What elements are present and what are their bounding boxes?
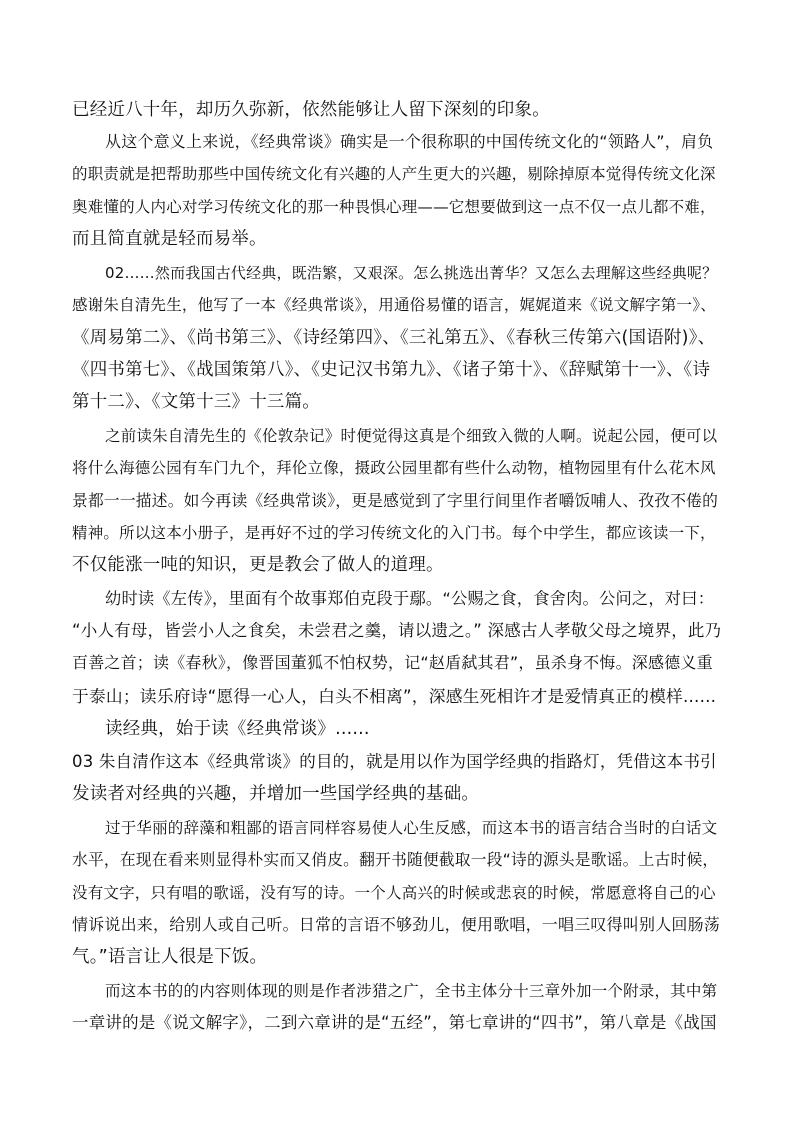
text-line: 之前读朱自清先生的《伦敦杂记》时便觉得这真是个细致入微的人啊。说起公园，便可以 xyxy=(105,427,718,445)
text-line: 情诉说出来，给别人或自己听。日常的言语不够劲儿，便用歌唱，一唱三叹得叫别人回肠荡 xyxy=(72,915,721,934)
text-line: 景都一一描述。如今再读《经典常谈》，更是感觉到了字里行间里作者嚼饭哺人、孜孜不倦的 xyxy=(72,491,719,510)
text-line: 过于华丽的辞藻和粗鄙的语言同样容易使人心生反感，而这本书的语言结合当时的白话文 xyxy=(105,819,718,837)
text-line: “小人有母，皆尝小人之食矣，未尝君之羹，请以遗之。” 深感古人孝敬父母之境界，此乃 xyxy=(72,621,722,640)
text-line: 百善之首；读《春秋》，像晋国董狐不怕权势，记“赵盾弑其君”，虽杀身不悔。深感德义重 xyxy=(72,653,713,672)
text-line: 水平，在现在看来则显得朴实而又俏皮。翻开书随便截取一段“诗的源头是歌谣。上古时候， xyxy=(72,850,719,869)
text-line: 第十二》、《文第十三》十三篇。 xyxy=(72,392,320,412)
text-line: 没有文字，只有唱的歌谣，没有写的诗。一个人高兴的时候或悲哀的时候，常愿意将自己的心 xyxy=(72,884,716,902)
text-line: 不仅能涨一吨的知识，更是教会了做人的道理。 xyxy=(72,555,444,575)
text-line: 的职责就是把帮助那些中国传统文化有兴趣的人产生更大的兴趣，剔除掉原本觉得传统文化深 xyxy=(72,165,716,183)
text-line: 已经近八十年，却历久弥新，依然能够让人留下深刻的印象。 xyxy=(72,100,550,120)
text-line: 03 朱自清作这本《经典常谈》的目的，就是用以作为国学经典的指路灯，凭借这本书引 xyxy=(72,752,717,771)
text-line: 02……然而我国古代经典，既浩繁，又艰深。怎么挑选出菁华？又怎么去理解这些经典呢？ xyxy=(105,264,718,282)
text-line: 从这个意义上来说，《经典常谈》确实是一个很称职的中国传统文化的“领路人”，肩负 xyxy=(105,132,714,151)
text-line: 《四书第七》、《战国策第八》、《史记汉书第九》、《诸子第十》、《辞赋第十一》、《诗 xyxy=(72,360,711,380)
text-line: 将什么海德公园有车门九个，拜伦立像，摄政公园里都有些什么动物，植物园里有什么花木风 xyxy=(72,459,716,477)
text-line: 发读者对经典的兴趣，并增加一些国学经典的基础。 xyxy=(72,784,480,804)
text-line: 而这本书的的内容则体现的则是作者涉猎之广，全书主体分十三章外加一个附录，其中第 xyxy=(105,982,718,1000)
text-line: 奥难懂的人内心对学习传统文化的那一种畏惧心理——它想要做到这一点不仅一点儿都不难， xyxy=(72,198,716,216)
text-line: 于泰山；读乐府诗“愿得一心人，白头不相离”，深感生死相许才是爱情真正的模样...... xyxy=(72,686,717,706)
text-line: 一章讲的是《说文解字》，二到六章讲的是“五经”，第七章讲的“四书”，第八章是《战国 xyxy=(72,1013,717,1032)
text-line: 而且简直就是轻而易举。 xyxy=(72,229,267,249)
text-line: 精神。所以这本小册子，是再好不过的学习传统文化的入门书。每个中学生，都应该读一下， xyxy=(72,524,716,542)
text-line: 感谢朱自清先生，他写了一本《经典常谈》，用通俗易懂的语言，娓娓道来《说文解字第一》、 xyxy=(72,296,716,314)
text-line: 《周易第二》、《尚书第三》、《诗经第四》、《三礼第五》、《春秋三传第六(国语附)》、 xyxy=(72,328,716,348)
text-line: 幼时读《左传》，里面有个故事郑伯克段于鄢。“公赐之食，食舍肉。公问之，对曰： xyxy=(105,589,715,608)
text-line: 读经典，始于读《经典常谈》...... xyxy=(105,719,370,739)
text-line: 气。”语言让人很是下饭。 xyxy=(72,947,268,967)
